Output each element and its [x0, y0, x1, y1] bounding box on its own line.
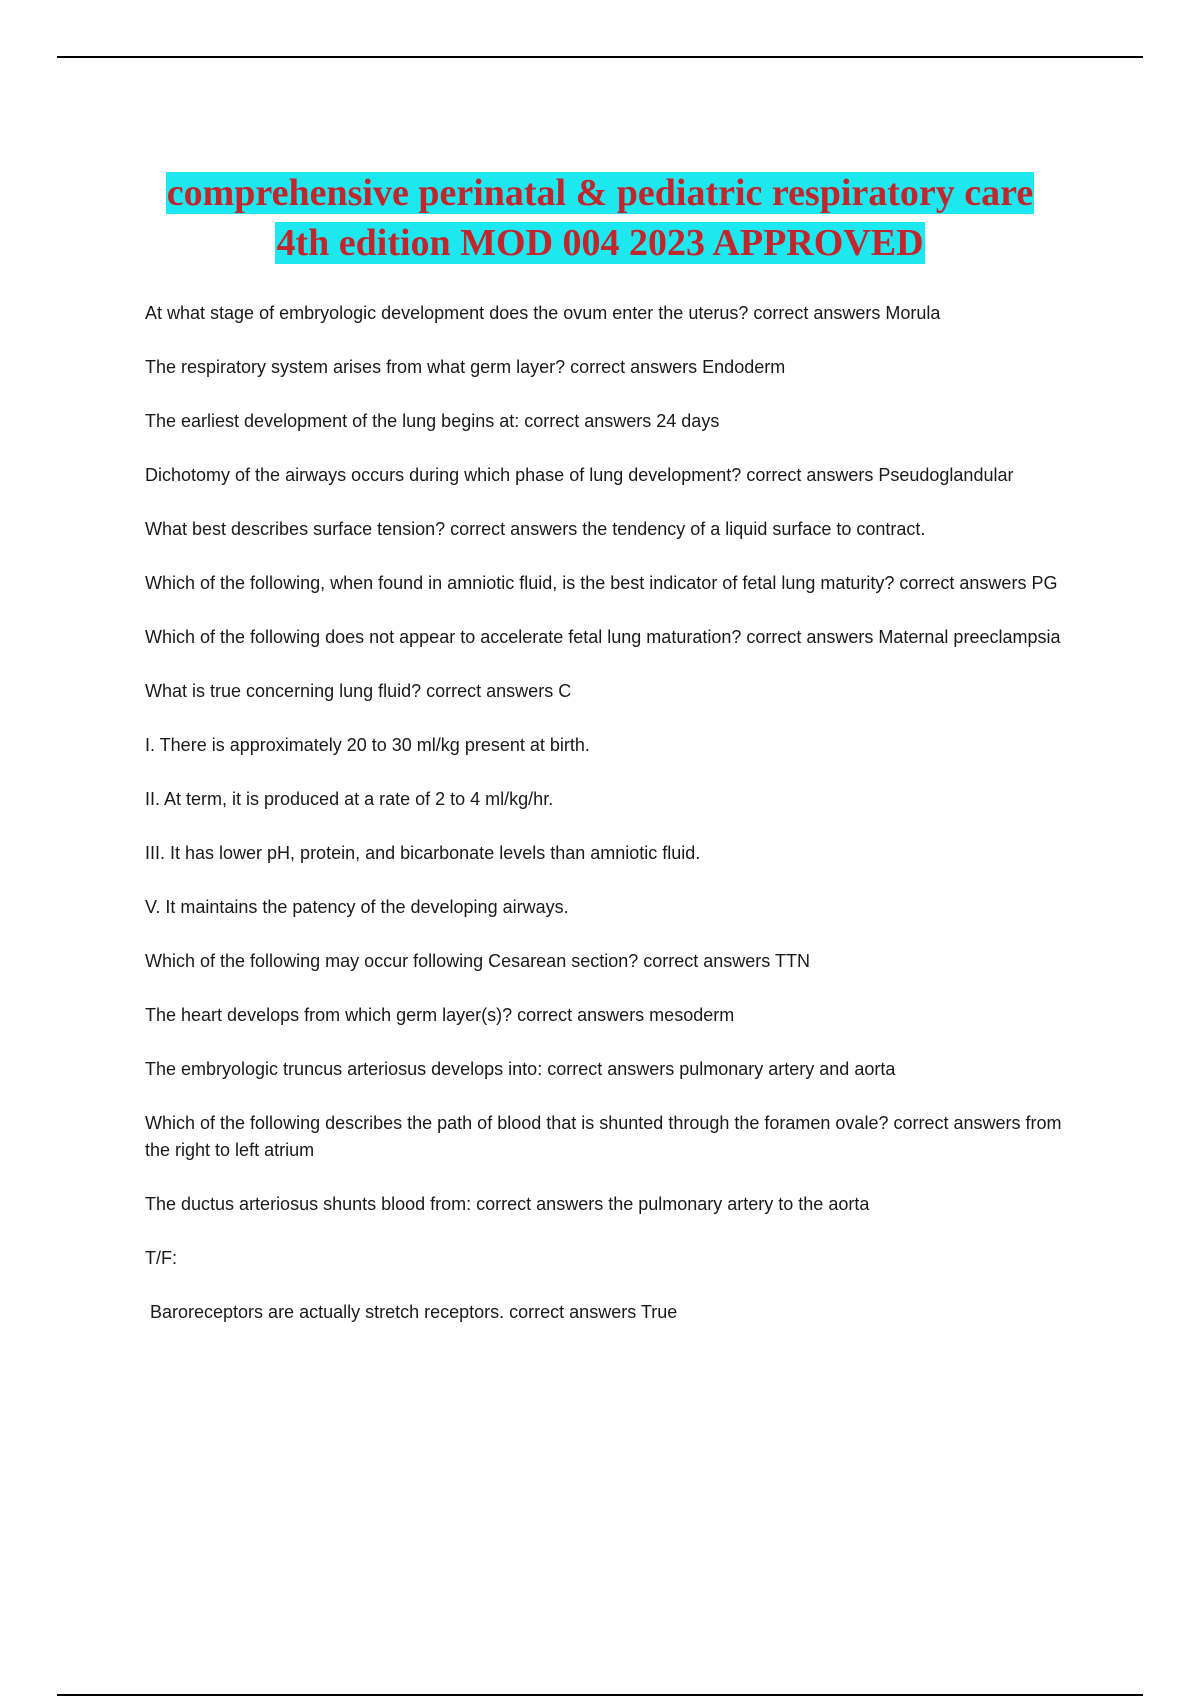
- title-line-2: 4th edition MOD 004 2023 APPROVED: [276, 222, 924, 264]
- bottom-rule: [57, 1694, 1143, 1696]
- title-line-1: comprehensive perinatal & pediatric respiratory care: [166, 172, 1034, 214]
- document-title: [0, 168, 1200, 268]
- paragraph: Which of the following, when found in amniotic fluid, is the best indicator of fetal lung maturity? correct answers PG: [145, 573, 1058, 593]
- paragraph: Which of the following describes the path of blood that is shunted through the foramen ovale? correct answers from the right to left atrium: [145, 1113, 1062, 1160]
- paragraph: What is true concerning lung fluid? correct answers C: [145, 681, 572, 701]
- paragraph: Which of the following does not appear to accelerate fetal lung maturation? correct answers Maternal preeclampsia: [145, 627, 1061, 647]
- paragraph: The embryologic truncus arteriosus develops into: correct answers pulmonary artery and aorta: [145, 1059, 896, 1079]
- list-item: II. At term, it is produced at a rate of 2 to 4 ml/kg/hr.: [145, 789, 554, 809]
- top-rule: [57, 56, 1143, 58]
- paragraph: The heart develops from which germ layer(s)? correct answers mesoderm: [145, 1005, 735, 1025]
- document-body: [145, 300, 1090, 1353]
- list-item: I. There is approximately 20 to 30 ml/kg present at birth.: [145, 735, 590, 755]
- paragraph: The earliest development of the lung begins at: correct answers 24 days: [145, 411, 720, 431]
- paragraph: The ductus arteriosus shunts blood from: correct answers the pulmonary artery to the aorta: [145, 1194, 870, 1214]
- paragraph: Baroreceptors are actually stretch receptors. correct answers True: [150, 1302, 678, 1322]
- paragraph: Dichotomy of the airways occurs during which phase of lung development? correct answers Pseudoglandular: [145, 465, 1014, 485]
- list-item: V. It maintains the patency of the developing airways.: [145, 897, 569, 917]
- paragraph: What best describes surface tension? correct answers the tendency of a liquid surface to contract.: [145, 519, 926, 539]
- paragraph: At what stage of embryologic development does the ovum enter the uterus? correct answers Morula: [145, 303, 941, 323]
- paragraph: Which of the following may occur following Cesarean section? correct answers TTN: [145, 951, 810, 971]
- paragraph: The respiratory system arises from what germ layer? correct answers Endoderm: [145, 357, 786, 377]
- list-item: III. It has lower pH, protein, and bicarbonate levels than amniotic fluid.: [145, 843, 701, 863]
- paragraph: T/F:: [145, 1248, 177, 1268]
